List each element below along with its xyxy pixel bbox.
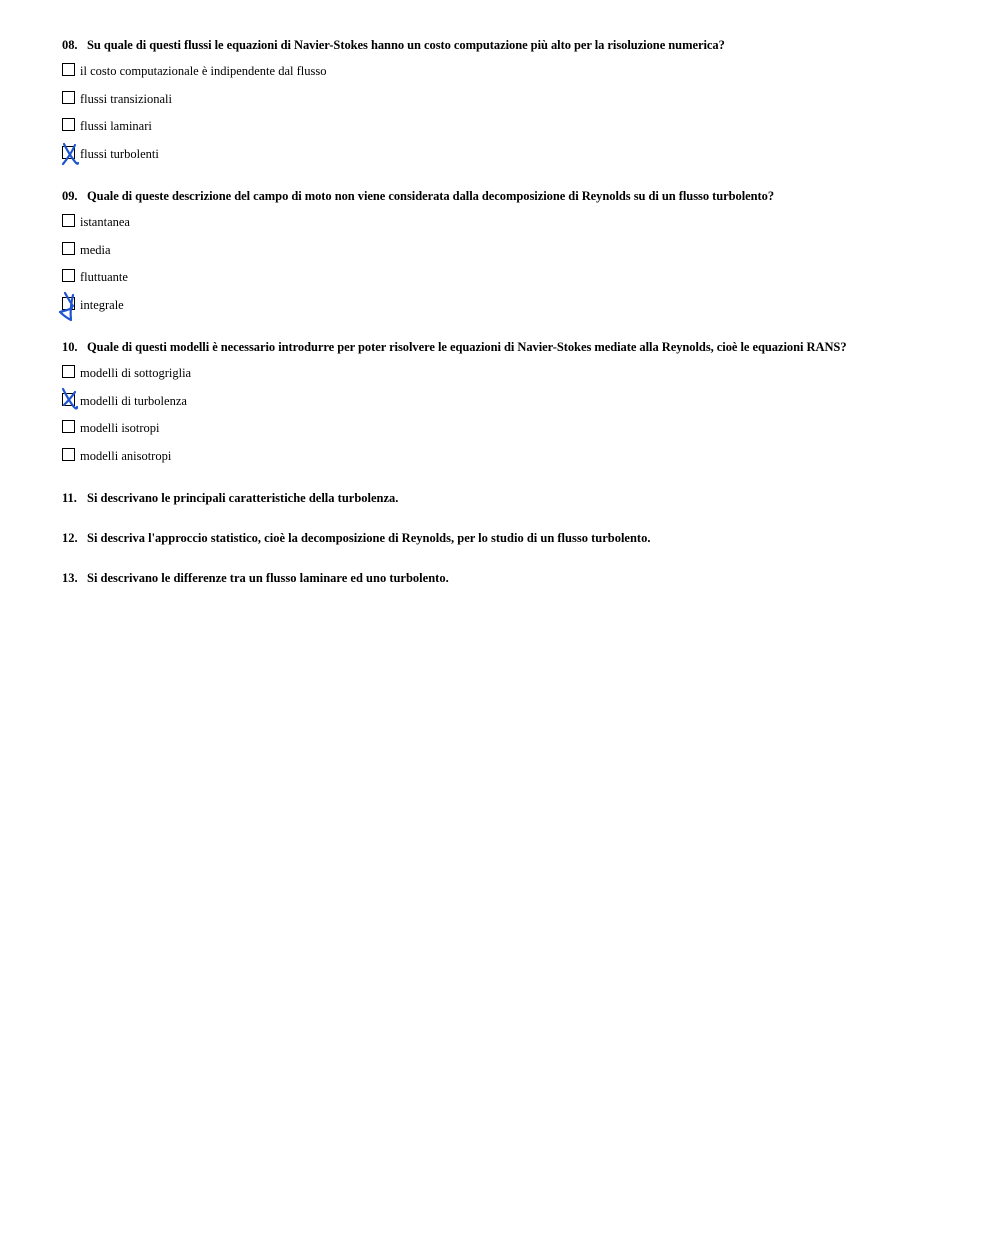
- option-list: [62, 213, 982, 314]
- option-item[interactable]: [62, 419, 982, 437]
- option-item[interactable]: [62, 364, 982, 382]
- option-item[interactable]: [62, 90, 982, 108]
- open-question-13: [62, 570, 449, 586]
- checkbox[interactable]: [62, 365, 75, 378]
- option-label: modelli anisotropi: [80, 448, 172, 463]
- option-item[interactable]: [62, 241, 982, 259]
- question-number: 08.: [62, 38, 78, 52]
- question-heading: [62, 37, 982, 53]
- question-number: 10.: [62, 340, 78, 354]
- option-item[interactable]: [62, 117, 982, 135]
- option-label: flussi laminari: [80, 119, 152, 134]
- option-label: flussi transizionali: [80, 91, 172, 106]
- option-label: modelli isotropi: [80, 421, 160, 436]
- option-item[interactable]: [62, 62, 982, 80]
- checkbox[interactable]: [62, 448, 75, 461]
- option-label: il costo computazionale è indipendente dal flusso: [80, 64, 327, 78]
- checkbox-checked[interactable]: [62, 146, 75, 159]
- open-question-12: [62, 530, 650, 546]
- question-number: 09.: [62, 189, 78, 203]
- checkbox[interactable]: [62, 214, 75, 227]
- question-number: 11.: [62, 491, 77, 505]
- question-10: [62, 339, 982, 465]
- option-item[interactable]: [62, 447, 982, 465]
- option-label: modelli di turbolenza: [80, 393, 187, 408]
- checkbox[interactable]: [62, 63, 75, 76]
- question-text: Quale di questi modelli è necessario introdurre per poter risolvere le equazioni di Navier-Stokes mediate alla Reynolds, cioè le equazioni RANS?: [87, 340, 847, 354]
- checkbox[interactable]: [62, 420, 75, 433]
- question-number: 13.: [62, 571, 78, 585]
- question-text: Quale di queste descrizione del campo di moto non viene considerata dalla decomposizione di Reynolds su di un flusso turbolento?: [87, 189, 775, 203]
- option-item[interactable]: [62, 296, 982, 314]
- question-text: Si descriva l'approccio statistico, cioè la decomposizione di Reynolds, per lo studio di un flusso turbolento.: [87, 531, 651, 545]
- option-label: istantanea: [80, 215, 130, 229]
- question-heading: [62, 188, 982, 204]
- option-item[interactable]: [62, 213, 982, 231]
- option-label: integrale: [80, 297, 124, 312]
- option-item[interactable]: [62, 268, 982, 286]
- checkbox[interactable]: [62, 91, 75, 104]
- open-question-11: [62, 490, 398, 506]
- question-heading: [62, 339, 982, 355]
- option-label: fluttuante: [80, 270, 128, 285]
- question-number: 12.: [62, 531, 78, 545]
- checkbox[interactable]: [62, 242, 75, 255]
- checkbox-checked[interactable]: [62, 297, 75, 310]
- checkbox[interactable]: [62, 269, 75, 282]
- question-text: Su quale di questi flussi le equazioni di Navier-Stokes hanno un costo computazione più alto per la risoluzione numerica?: [87, 38, 725, 52]
- option-list: [62, 62, 982, 163]
- option-list: [62, 364, 982, 465]
- option-label: modelli di sottogriglia: [80, 366, 192, 380]
- option-item[interactable]: [62, 392, 982, 410]
- checkbox-checked[interactable]: [62, 393, 75, 406]
- option-label: flussi turbolenti: [80, 146, 159, 161]
- checkbox[interactable]: [62, 118, 75, 131]
- option-label: media: [80, 242, 111, 257]
- question-text: Si descrivano le principali caratteristiche della turbolenza.: [87, 491, 399, 505]
- option-item[interactable]: [62, 145, 982, 163]
- question-text: Si descrivano le differenze tra un flusso laminare ed uno turbolento.: [87, 571, 449, 585]
- question-08: [62, 37, 982, 163]
- question-09: [62, 188, 982, 314]
